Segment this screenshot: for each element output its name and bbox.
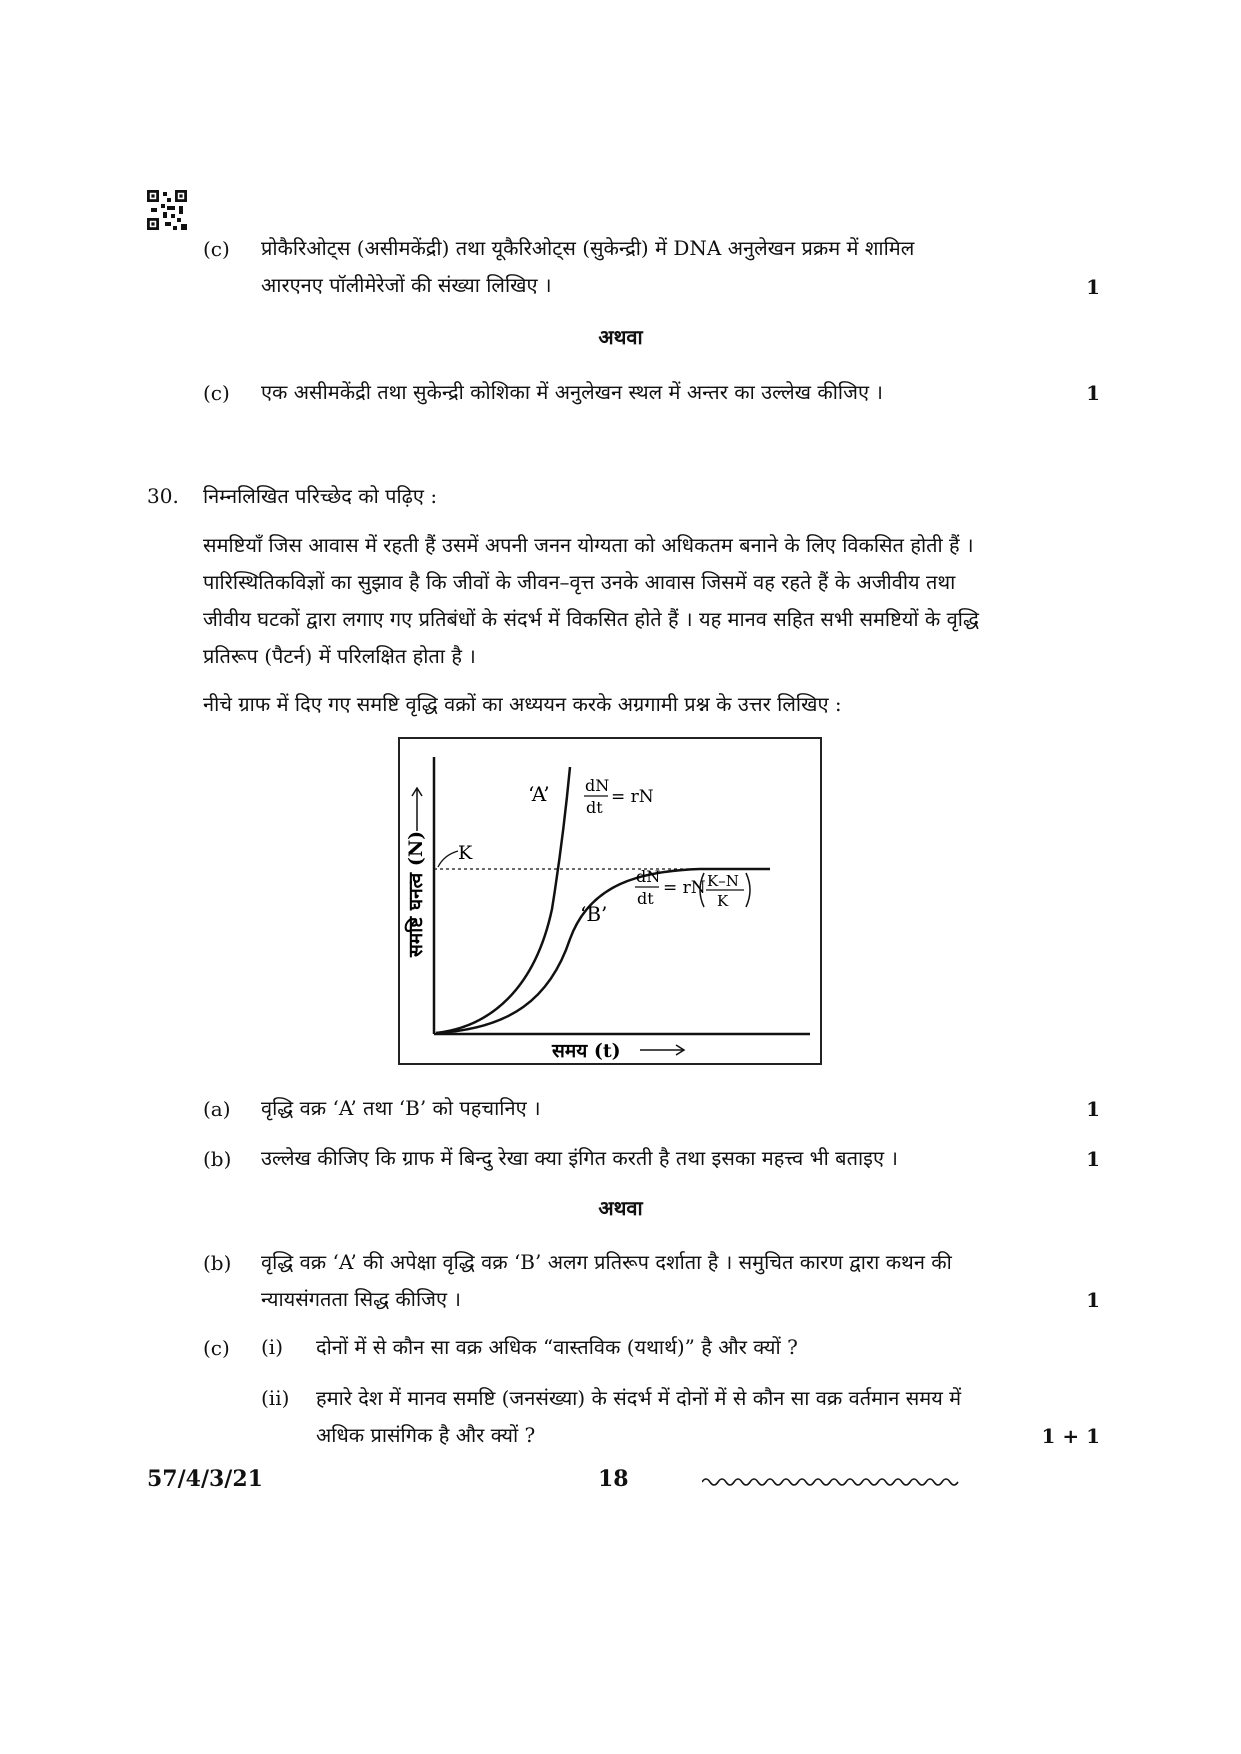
- eq-a-dt: dt: [586, 798, 603, 817]
- marks: 1: [1086, 1288, 1100, 1312]
- passage-line: प्रतिरूप (पैटर्न) में परिलक्षित होता है ।: [203, 644, 476, 668]
- sub-question-text-line: अधिक प्रासंगिक है और क्यों ?: [316, 1423, 536, 1447]
- eq-b-k: K: [717, 892, 729, 910]
- eq-b-kn: K–N: [707, 872, 739, 890]
- sub-question-text-line: हमारे देश में मानव समष्टि (जनसंख्या) के संदर्भ में दोनों में से कौन सा वक्र वर्तमान समय में: [316, 1386, 962, 1410]
- page-number: 18: [598, 1466, 629, 1492]
- curve-a-label: ‘A’: [528, 782, 550, 806]
- question-text: [261, 230, 1081, 304]
- graph-instruction: नीचे ग्राफ में दिए गए समष्टि वृद्धि वक्रों का अध्ययन करके अग्रगामी प्रश्न के उत्तर लिखिए :: [203, 692, 842, 716]
- passage: [203, 527, 1083, 675]
- marks: 1 + 1: [1041, 1424, 1100, 1448]
- marks: 1: [1086, 1097, 1100, 1121]
- eq-b-rhs: = rN: [663, 878, 706, 898]
- eq-a-rhs: = rN: [611, 787, 654, 807]
- question-text: वृद्धि वक्र ‘A’ तथा ‘B’ को पहचानिए ।: [261, 1096, 541, 1120]
- question-text: [261, 1244, 1081, 1318]
- curve-a: [436, 767, 570, 1033]
- question-label: (b): [203, 1147, 232, 1171]
- question-text-line: वृद्धि वक्र ‘A’ की अपेक्षा वृद्धि वक्र ‘B’ अलग प्रतिरूप दर्शाता है । समुचित कारण द्वारा कथन की: [261, 1250, 952, 1274]
- population-growth-graph: [398, 737, 822, 1065]
- k-pointer: [438, 851, 458, 867]
- y-axis-label: समष्टि घनत्व (N): [405, 830, 427, 957]
- question-label: (c): [203, 381, 230, 405]
- question-text: एक असीमकेंद्री तथा सुकेन्द्री कोशिका में अनुलेखन स्थल में अन्तर का उल्लेख कीजिए ।: [261, 380, 883, 404]
- qr-code-icon: [147, 190, 187, 230]
- eq-b-dn: dN: [636, 867, 661, 886]
- sub-question-label: (i): [261, 1335, 284, 1359]
- passage-line: समष्टियाँ जिस आवास में रहती हैं उसमें अपनी जनन योग्यता को अधिकतम बनाने के लिए विकसित होती हैं ।: [203, 533, 974, 557]
- question-label: (b): [203, 1251, 232, 1275]
- question-label: (c): [203, 237, 230, 261]
- eq-a-dn: dN: [585, 776, 610, 795]
- graph-svg: [400, 739, 820, 1063]
- question-text: उल्लेख कीजिए कि ग्राफ में बिन्दु रेखा क्या इंगित करती है तथा इसका महत्त्व भी बताइए ।: [261, 1146, 898, 1170]
- marks: 1: [1086, 275, 1100, 299]
- k-label: K: [458, 842, 473, 864]
- question-text-line: आरएनए पॉलीमेरेजों की संख्या लिखिए ।: [261, 273, 552, 297]
- curve-b-label: ‘B’: [580, 902, 608, 926]
- question-label: (c): [203, 1336, 230, 1360]
- question-label: (a): [203, 1097, 231, 1121]
- or-heading: अथवा: [598, 325, 643, 349]
- eq-b-dt: dt: [637, 889, 654, 908]
- question-text-line: प्रोकैरिओट्स (असीमकेंद्री) तथा यूकैरिओट्स (सुकेन्द्री) में DNA अनुलेखन प्रक्रम में शामिल: [261, 236, 915, 260]
- paper-code: 57/4/3/21: [147, 1466, 263, 1492]
- passage-line: जीवीय घटकों द्वारा लगाए गए प्रतिबंधों के संदर्भ में विकसित होते हैं । यह मानव सहित सभी समष्टियों के वृद्धि: [203, 607, 979, 631]
- eq-b-right-paren: [746, 873, 750, 907]
- sub-question-label: (ii): [261, 1386, 290, 1410]
- marks: 1: [1086, 1147, 1100, 1171]
- question-text-line: न्यायसंगतता सिद्ध कीजिए ।: [261, 1287, 461, 1311]
- marks: 1: [1086, 381, 1100, 405]
- or-heading: अथवा: [598, 1196, 643, 1220]
- x-axis-label: समय (t): [552, 1040, 621, 1062]
- question-number: 30.: [147, 484, 179, 508]
- wavy-line-decoration: [702, 1476, 960, 1488]
- sub-question-text: [316, 1380, 1086, 1454]
- question-instruction: निम्नलिखित परिच्छेद को पढ़िए :: [203, 484, 438, 508]
- passage-line: पारिस्थितिकविज्ञों का सुझाव है कि जीवों के जीवन–वृत्त उनके आवास जिसमें वह रहते हैं के अजीवीय तथा: [203, 570, 956, 594]
- sub-question-text: दोनों में से कौन सा वक्र अधिक “वास्तविक (यथार्थ)” है और क्यों ?: [316, 1335, 798, 1359]
